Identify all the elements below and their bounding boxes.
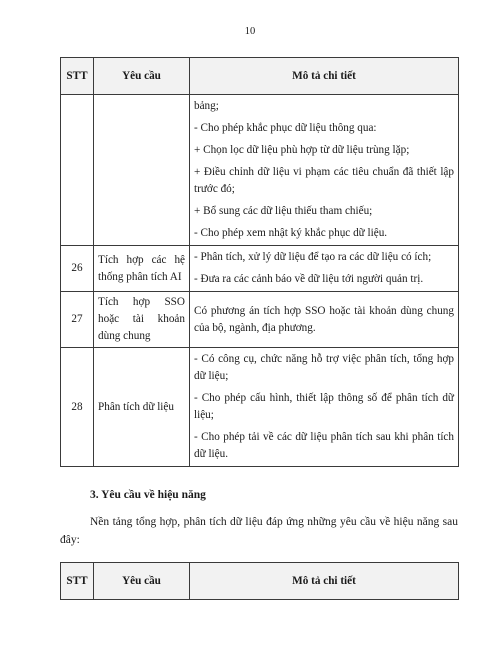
page-number: 10 — [244, 26, 256, 37]
table-row — [61, 95, 459, 246]
detail-line: Có phương án tích hợp SSO hoặc tài khoản dùng chung của bộ, ngành, địa phương. — [194, 304, 454, 334]
details-cell — [190, 292, 459, 348]
table-row — [61, 246, 459, 292]
stt-cell: 27 — [61, 292, 94, 348]
table-row — [61, 348, 459, 467]
requirement-cell: Phân tích dữ liệu — [94, 348, 190, 467]
detail-line: - Cho phép tải về các dữ liệu phân tích sau khi phân tích dữ liệu. — [194, 431, 454, 460]
section-heading: 3. Yêu cầu về hiệu năng — [90, 489, 206, 501]
column-header-requirement: Yêu cầu — [94, 58, 190, 95]
detail-line: + Điều chỉnh dữ liệu vi phạm các tiêu chuẩn đã thiết lập trước đó; — [194, 166, 454, 195]
requirement-cell: Tích hợp SSO hoặc tài khoản dùng chung — [94, 292, 190, 348]
column-header-details: Mô tả chi tiết — [190, 58, 459, 95]
detail-line: bảng; — [194, 100, 219, 112]
detail-line: - Cho phép cấu hình, thiết lập thông số để phân tích dữ liệu; — [194, 392, 454, 421]
stt-cell: 26 — [61, 246, 94, 292]
details-cell — [190, 348, 459, 467]
column-header-stt: STT — [61, 58, 94, 95]
column-header-details: Mô tả chi tiết — [190, 563, 459, 600]
table-row — [61, 292, 459, 348]
detail-line: - Đưa ra các cảnh báo về dữ liệu tới người quản trị. — [194, 273, 424, 285]
requirement-cell — [94, 95, 190, 246]
details-cell — [190, 95, 459, 246]
details-cell — [190, 246, 459, 292]
column-header-requirement: Yêu cầu — [94, 563, 190, 600]
detail-line: - Có công cụ, chức năng hỗ trợ việc phân tích, tổng hợp dữ liệu; — [194, 353, 454, 382]
column-header-stt: STT — [61, 563, 94, 600]
section-paragraph: Nền tảng tổng hợp, phân tích dữ liệu đáp ứng những yêu cầu về hiệu năng sau đây: — [60, 516, 458, 546]
detail-line: - Phân tích, xử lý dữ liệu để tạo ra các dữ liệu có ích; — [194, 251, 432, 263]
table-header-row — [61, 563, 459, 600]
table-header-row — [61, 58, 459, 95]
stt-cell: 28 — [61, 348, 94, 467]
requirements-table — [60, 57, 459, 467]
stt-cell — [61, 95, 94, 246]
detail-line: - Cho phép khắc phục dữ liệu thông qua: — [194, 122, 377, 134]
requirement-cell: Tích hợp các hệ thống phân tích AI — [94, 246, 190, 292]
performance-requirements-table — [60, 562, 459, 600]
detail-line: - Cho phép xem nhật ký khắc phục dữ liệu. — [194, 227, 388, 239]
detail-line: + Chọn lọc dữ liệu phù hợp từ dữ liệu trùng lặp; — [194, 144, 410, 156]
detail-line: + Bổ sung các dữ liệu thiếu tham chiếu; — [194, 205, 373, 217]
